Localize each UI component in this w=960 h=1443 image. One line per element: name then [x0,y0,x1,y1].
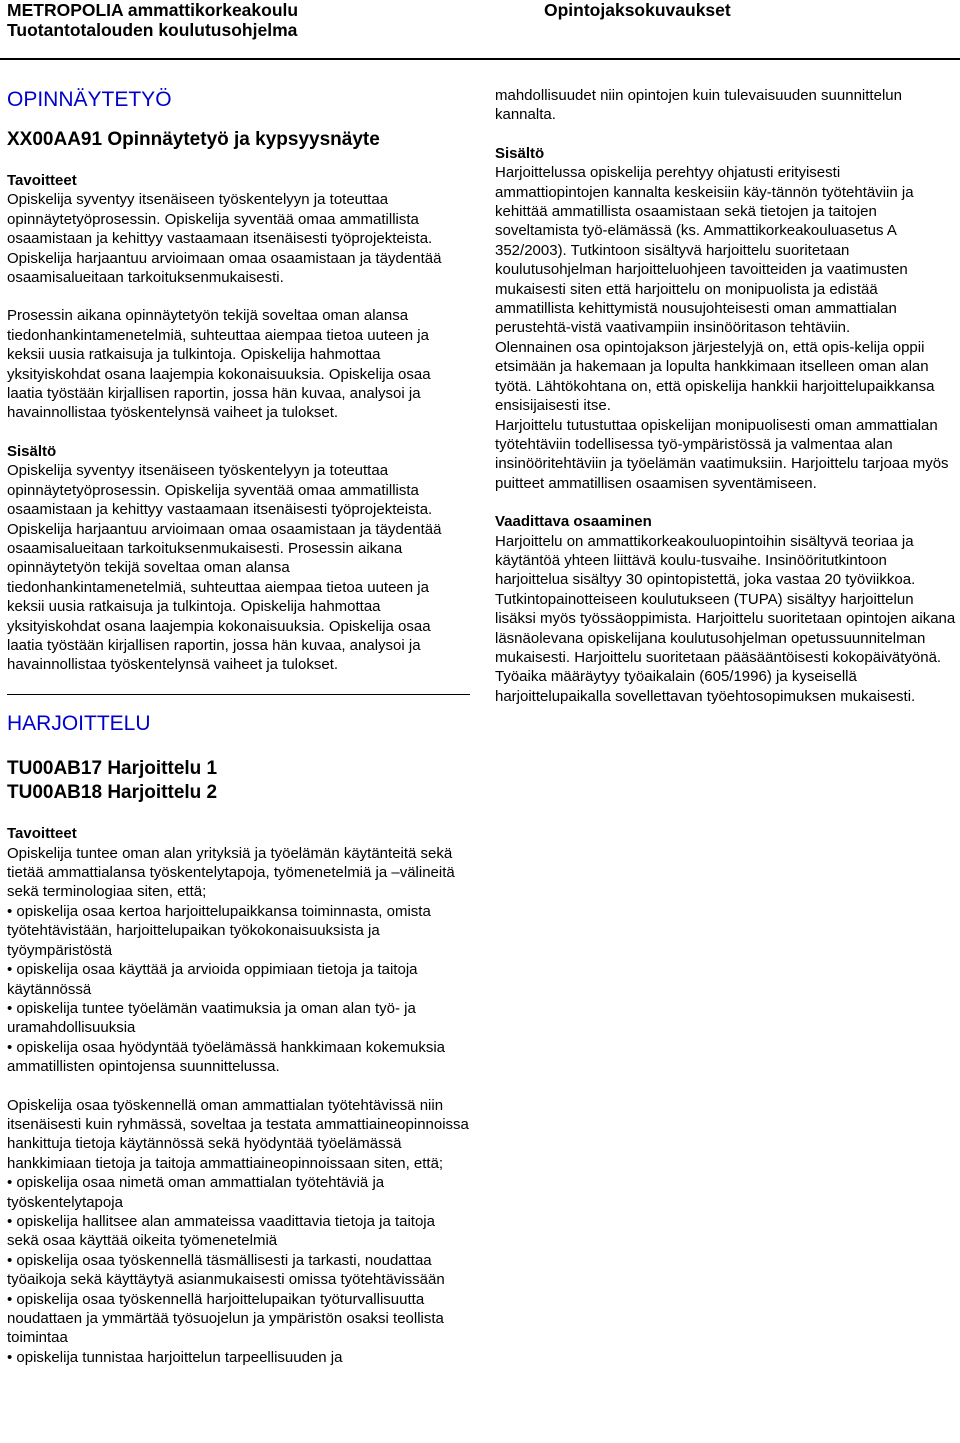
header-divider [0,58,960,60]
sisalto-paragraph: Opiskelija syventyy itsenäiseen työskentelyyn ja toteuttaa opinnäytetyöprosessin. Opiskelija syventää omaa ammatillista osaamistaan ja kehittyy vastaamaan itsenäisesti työprojekteista. Opiskelija harjaantuu arvioimaan omaa osaamistaan ja täydentää osaamisalueitaan tarkoituksenmukaisesti. Prosessin aikana opinnäytetyön tekijä soveltaa oman alansa tiedonhankintamenetelmiä, suhteuttaa aiempaa tietoa uuteen ja keksii uusia ratkaisuja ja tulkintoja. Opiskelija hahmottaa yksityiskohdat osana laajempia kokonaisuuksia. Opiskelija osaa laatia työstään kirjallisen raportin, jossa hän kuvaa, analysoi ja havainnollistaa työskentelynsä vaiheet ja tulokset. [7,462,442,674]
tavoitteet2-paragraph-2: Opiskelija osaa työskennellä oman ammattialan työtehtävissä niin itsenäisesti kuin ryhmässä, soveltaa ja testata ammattiaineopinnoissa hankittuja tietoja käytännössä sekä hyödyntää työelämässä hankkimiaan tietoja ja taitoja ammattiaineopinnoissaan siten, että; [7,1096,469,1172]
list-item: • opiskelija osaa kertoa harjoittelupaikkansa toiminnasta, omista työtehtävistään, harjoittelupaikan työkokonaisuuksista ja työympäristöstä [7,902,431,959]
list-item: • opiskelija osaa hyödyntää työelämässä hankkimaan kokemuksia ammatillisten opintojensa suunnittelussa. [7,1038,445,1076]
sisalto2-paragraph-2: Olennainen osa opintojakson järjestelyjä on, että opis-kelija oppii etsimään ja hakemaan ja lopulta hankkimaan itselleen oman alan työtä. Lähtökohtana on, että opiskelija hankkii harjoittelupaikkansa ensisijaisesti itse. [495,338,935,415]
tavoitteet-paragraph-1: Opiskelija syventyy itsenäiseen työskentelyyn ja toteuttaa opinnäytetyöprosessin. Opiskelija syventää omaa ammatillista osaamistaan ja kehittyy vastaamaan itsenäisesti työprojekteista. Opiskelija harjaantuu arvioimaan omaa osaamistaan ja täydentää osaamisalueitaan tarkoituksenmukaisesti. [7,191,442,287]
left-column [7,87,469,1367]
sisalto-heading: Sisältö [7,442,57,460]
list-item: • opiskelija tunnistaa harjoittelun tarpeellisuuden ja [7,1348,343,1366]
school-name: METROPOLIA ammattikorkeakoulu [7,0,299,20]
list-item: • opiskelija osaa nimetä oman ammattialan työtehtäviä ja työskentelytapoja [7,1174,385,1211]
document-title: Opintojaksokuvaukset [544,0,731,20]
vaadittava-paragraph: Harjoittelu on ammattikorkeakouluopintoihin sisältyvä teoriaa ja käytäntöä yhteen liittävä koulu-tusvaihe. Insinööritutkintoon harjoittelua sisältyy 30 opintopistettä, joka vastaa 20 työviikkoa. Tutkintopainotteiseen koulutukseen (TUPA) sisältyy harjoittelun lisäksi myös työssäoppimista. Harjoittelu suoritetaan opintojen aikana läsnäolevana opiskelijana koulutusohjelman opetussuunnitelman mukaisesti. Harjoittelu suoritetaan pääsääntöisesti kokopäivätyönä. Työaika määräytyy työaikalain (605/1996) ja kyseisellä harjoittelupaikalla sovellettavan työehtosopimuksen mukaisesti. [495,532,956,705]
section-title-harjoittelu: HARJOITTELU [7,712,151,736]
right-column [495,86,957,706]
list-item: • opiskelija hallitsee alan ammateissa vaadittavia tietoja ja taitoja sekä osaa käyttää oikeita työmenetelmiä [7,1212,435,1250]
tavoitteet2-heading: Tavoitteet [7,825,77,843]
tavoitteet2-intro: Opiskelija tuntee oman alan yrityksiä ja työelämän käytänteitä sekä tietää ammattialansa työskentelytapoja, työmenetelmiä ja –välineitä sekä terminologiaa siten, että; [7,844,455,901]
sisalto2-paragraph-3: Harjoittelu tutustuttaa opiskelijan monipuolisesti oman ammattialan työtehtäviin todellisessa työ-ympäristössä ja valmentaa alan insinööritehtäviin ja työelämän vaatimuksiin. Harjoittelu tarjoaa myös puitteet ammatillisen osaamisen syventämiseen. [495,416,949,492]
section-title-opinnaytetyo: OPINNÄYTETYÖ [7,88,172,111]
course-title-harjoittelu-2: TU00AB18 Harjoittelu 2 [7,782,218,804]
list-item: • opiskelija osaa käyttää ja arvioida oppimiaan tietoja ja taitoja käytännössä [7,961,418,998]
vaadittava-heading: Vaadittava osaaminen [495,513,652,531]
tavoitteet-paragraph-2: Prosessin aikana opinnäytetyön tekijä soveltaa oman alansa tiedonhankintamenetelmiä, suhteuttaa aiempaa tietoa uuteen ja keksii uusia ratkaisuja ja tulkintoja. Opiskelija hahmottaa yksityiskohdat osana laajempia kokonaisuuksia. Opiskelija osaa laatia työstään kirjallisen raportin, jossa hän kuvaa, analysoi ja havainnollistaa työskentelynsä vaiheet ja tulokset. [7,307,431,422]
continuation-text: mahdollisuudet niin opintojen kuin tulevaisuuden suunnittelun kannalta. [495,87,902,124]
course-title-opinnaytetyo: XX00AA91 Opinnäytetyö ja kypsyysnäyte [7,129,380,150]
list-item: • opiskelija osaa työskennellä täsmällisesti ja tarkasti, noudattaa työaikoja sekä käyttäytyä asianmukaisesti omissa työtehtävissään [7,1251,445,1289]
sisalto2-paragraph-1: Harjoittelussa opiskelija perehtyy ohjatusti erityisesti ammattiopintojen kannalta keskeisiin käy-tännön työtehtäviin ja kehittää ammatillista osaamistaan sekä tietojen ja taitojen soveltamista työ-elämässä (ks. Ammattikorkeakouluasetus A 352/2003). Tutkintoon sisältyvä harjoittelu suoritetaan koulutusohjelman harjoitteluohjeen tavoitteiden ja vaatimusten mukaisesti siten että harjoittelu on monipuolista ja edistää ammatillista kehittymistä nousujohteisesti oman ammattialan perustehtä-vistä vaativampiin insinööritason tehtäviin. [495,164,914,337]
tavoitteet-heading: Tavoitteet [7,172,77,189]
program-name: Tuotantotalouden koulutusohjelma [7,20,298,40]
list-item: • opiskelija tuntee työelämän vaatimuksia ja oman alan työ- ja uramahdollisuuksia [7,999,416,1037]
page-header [0,0,960,52]
sisalto2-heading: Sisältö [495,144,545,162]
list-item: • opiskelija osaa työskennellä harjoittelupaikan työturvallisuutta noudattaen ja ymmärtää työsuojelun ja ympäristön osaksi teollista toimintaa [7,1290,444,1347]
course-title-harjoittelu-1: TU00AB17 Harjoittelu 1 [7,758,218,780]
